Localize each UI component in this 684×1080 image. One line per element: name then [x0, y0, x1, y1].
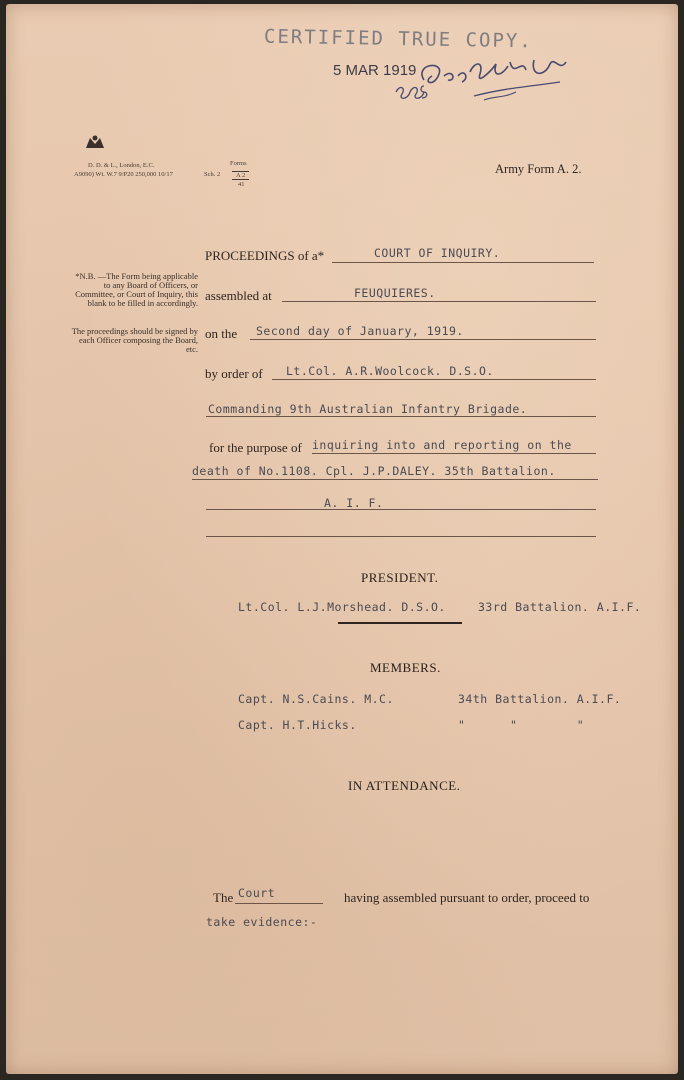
forms-code: A 2 — [232, 171, 249, 180]
forms-label: Forms — [230, 160, 247, 167]
side-note-signing: The proceedings should be signed by each Officer composing the Board, etc. — [71, 326, 198, 354]
printer-line-1: D. D. & L., London, E.C. — [88, 162, 155, 169]
crown-crest-icon — [84, 134, 106, 152]
purpose-line-3: A. I. F. — [324, 496, 384, 510]
army-form-number: Army Form A. 2. — [495, 162, 582, 176]
president-name: Lt.Col. L.J.Morshead. D.S.O. — [238, 600, 446, 614]
purpose-line-2: death of No.1108. Cpl. J.P.DALEY. 35th Battalion. — [192, 464, 556, 478]
member-1-name: Capt. N.S.Cains. M.C. — [238, 692, 394, 706]
by-order-label: by order of — [205, 366, 263, 381]
member-1-unit: 34th Battalion. A.I.F. — [458, 692, 622, 706]
date-field: Second day of January, 1919. — [256, 324, 464, 338]
closing-continuation: take evidence:- — [206, 915, 318, 929]
closing-text: having assembled pursuant to order, proceed to — [344, 890, 590, 905]
assembled-at-label: assembled at — [205, 288, 272, 303]
closing-the-label: The — [213, 890, 234, 905]
handwritten-signature — [384, 52, 584, 114]
certified-stamp: CERTIFIED TRUE COPY. — [263, 25, 533, 53]
president-unit: 33rd Battalion. A.I.F. — [478, 600, 642, 614]
command-field: Commanding 9th Australian Infantry Brigade. — [208, 402, 528, 416]
closing-body-field: Court — [238, 886, 276, 900]
stamp-date: 5 MAR 1919 — [333, 62, 417, 79]
board-type-field: COURT OF INQUIRY. — [374, 246, 501, 260]
schedule-label: Sch. 2 — [204, 171, 221, 178]
place-field: FEUQUIERES. — [354, 286, 436, 300]
forms-number: 41 — [238, 181, 245, 188]
proceedings-label: PROCEEDINGS of a* — [205, 248, 325, 263]
member-2-name: Capt. H.T.Hicks. — [238, 718, 357, 732]
attendance-heading: IN ATTENDANCE. — [348, 778, 461, 793]
president-heading: PRESIDENT. — [361, 570, 439, 585]
purpose-line-1: inquiring into and reporting on the — [312, 438, 572, 452]
member-2-unit: " " " — [458, 718, 585, 732]
ordered-by-field: Lt.Col. A.R.Woolcock. D.S.O. — [286, 364, 494, 378]
side-note-form-applicability: *N.B. —The Form being applicable to any Board of Officers, or Committee, or Court of Inquiry, this blank to be filled in accordingly. — [75, 271, 198, 308]
printer-line-2: A9090) Wt. W.7 9/P20 250,000 10/17 — [74, 171, 173, 178]
purpose-label: for the purpose of — [209, 440, 302, 455]
on-the-label: on the — [205, 326, 238, 341]
members-heading: MEMBERS. — [370, 660, 441, 675]
document-page — [6, 4, 678, 1074]
